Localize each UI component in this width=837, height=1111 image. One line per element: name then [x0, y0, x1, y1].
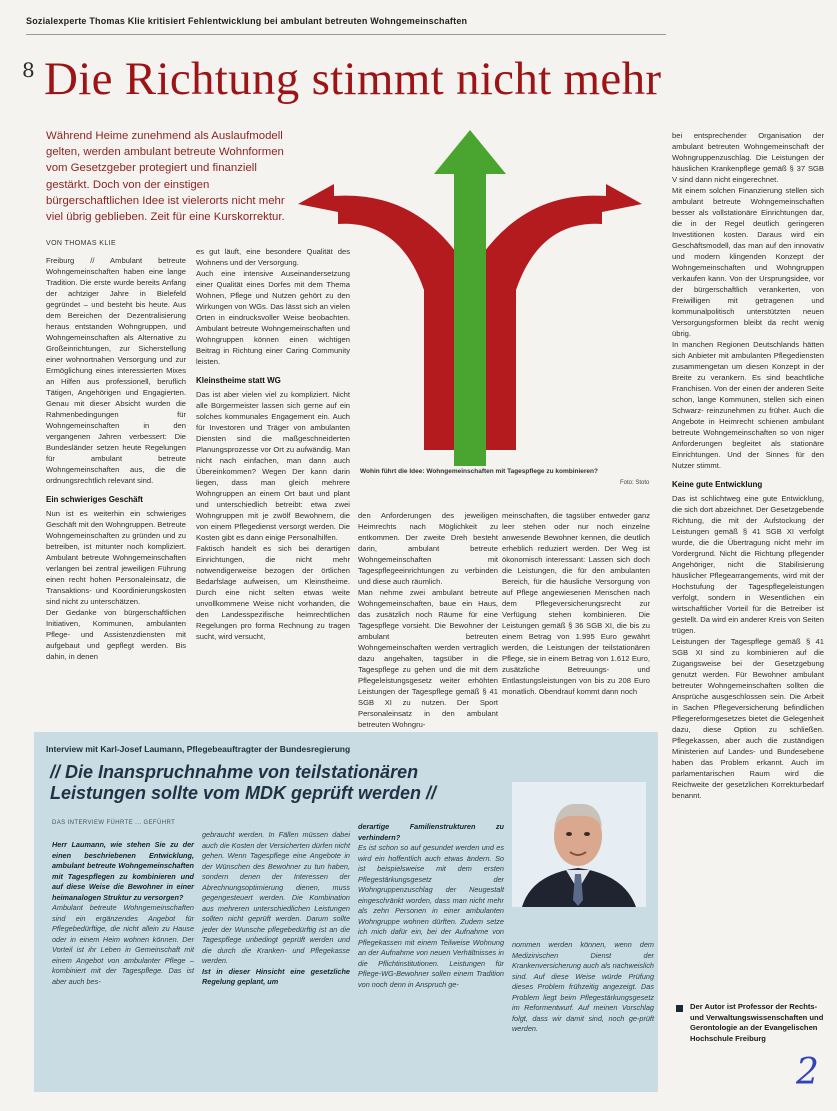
article-byline: VON THOMAS KLIE — [46, 240, 117, 247]
paragraph: In manchen Regionen Deutschlands hätten sich Anbieter mit ambulanten Pflegediensten zusammengetan um diesen Konzept in der Breite zu verankern. Es sind beachtliche Franchisen. Von der einen der anderen Seite schon, lange Kommunen, stellen sich einen Schwarz- reinzunehmen zu früher. Auch die Angebote in Heimrecht schienen ambulant betreute Wohngemeinschaften so von niger Anforderungen begleitet als stationäre Einrichtungen. Und der Sinnes für den Nutzer stimmt. — [672, 340, 824, 470]
paragraph: Leistungen der Tagespflege gemäß § 41 SGB XI sind zu kombinieren auf die Zugangsweise bei der Gesetzgebung genutzt werden. Für Bewohner ambulant betreuter Wohngemeinschaften sollten die Ansprüche ausgeschlossen sein. Die Arbeit in Sachen Pflegeversicherung befindlichen Pflegereformgesetzes bietet die Gelegenheit dazu, diese Option zu schließen. Pflegekassen, aber auch die zuständigen Ministerien auf Landes- und Bundesebene haben das Problem erkannt. Auch im parlamentarischen Raum wird die Reichweite der gesetzlichen Korrekturbedarf benannt. — [672, 637, 824, 800]
paragraph: Man nehme zwei ambulant betreute Wohngemeinschaften, baue ein Haus, das zusätzlich noch Räume für eine Tagespflege vorsieht. Die Bewohner der ambulant betreuten Wohngemeinschaften werden vertraglich dazu angehalten, tagsüber in die Tagespflege zu gehen und die mit dem Pflegeleistungsgesetz weiter erhöhten Leistungen der Tagespflege gemäß § 41 SGB XI zu nutzen. Der Sport Personaleinsatz in den ambulant betreuten Wohngru- — [358, 588, 498, 729]
handwritten-page-number: 2 — [796, 1052, 819, 1093]
author-note: Der Autor ist Professor der Rechts- und Verwaltungswissenschaften und Gerontologie an der Evangelischen Hochschule Freiburg — [690, 1002, 824, 1043]
subheading: Ein schwieriges Geschäft — [46, 495, 143, 504]
interview-column-4 — [512, 940, 654, 1035]
column-1 — [46, 255, 186, 662]
interview-column-3 — [358, 822, 504, 990]
article-headline: Die Richtung stimmt nicht mehr — [44, 53, 662, 105]
paragraph: Auch eine intensive Auseinandersetzung einer Qualität eines Dorfes mit dem Thema Wohnen, Pflege und Nutzen gehört zu den Wirkungen von WGs. Das lässt sich an vielen Orten in eindrucksvoller Weise beobachten. Ambulant betreute Wohngemeinschaften und Wohngruppen können einen wichtigen Beitrag in Richtung einer Caring Community leisten. — [196, 269, 350, 366]
interview-column-1 — [52, 840, 194, 987]
bullet-square — [676, 1005, 683, 1012]
interview-kicker: Interview mit Karl-Josef Laumann, Pflegebeauftragter der Bundesregierung — [46, 744, 351, 754]
paragraph: den Anforderungen des jeweiligen Heimrechts nach Möglichkeit zu entkommen. Der zweite Dreh besteht darin, ambulant betreute Wohngemeinschaften mit Tagespflegeeinrichtungen zu verbinden und diese auch räumlich. — [358, 511, 498, 586]
interview-question: Ist in dieser Hinsicht eine gesetzliche Regelung geplant, um — [202, 966, 350, 986]
interview-answer: gebraucht werden. In Fällen müssen dabei auch die Kosten der Versicherten dürfen nicht gehen. Wenn Tagespflege eine Angebote in der Wünschen des Bewohner zu tun haben, sondern denen der Interessen der Abrechnungsoptimierung dienen, muss gegengesteuert werden. Die Kombination aus mehreren unterschiedlichen Leistungen sollten nicht geprüft werden. Darum sollte jeder der Wunsche pflegebedürftig ist an die Tagespflege unbedingt geprüft werden und die durch die Kranken- und Pflegekasse werden. — [202, 830, 350, 965]
paragraph: Faktisch handelt es sich bei derartigen Einrichtungen, die nicht mehr notwendigerweise bezogen der örtlichen Bedarfslage aufweisen, um Kleinstheime. Durch eine nicht selten etwas weite unvollkommene Weise nicht vorhanden, die den Landesspezifische heimrechtlichen Regelungen pro forma Rechnung zu tragen sucht, wird versucht, — [196, 544, 350, 641]
article-lead: Während Heime zunehmend als Auslaufmodell gelten, werden ambulant betreute Wohnformen vom Gesetzgeber protegiert und finanziell gestärkt. Doch von der einstigen bürgerschaftlichen Idee ist vielerorts nicht mehr viel übrig geblieben. Zeit für eine Kurskorrektur. — [46, 130, 285, 224]
image-credit: Foto: Stoto — [620, 480, 650, 486]
paragraph: es gut läuft, eine besondere Qualität des Wohnens und der Versorgung. — [196, 247, 350, 267]
paragraph: Freiburg // Ambulant betreute Wohngemeinschaften haben eine lange Tradition. Die erste wurde bereits Anfang der achtziger Jahre in Bielefeld gegründet – und besteht bis heute. Aus dem Bereichen der Dezentralisierung heraus entstanden Wohngruppen, und Wohngemeinschaften als Alternative zu Großeinrichtungen, zur Sicherstellung einer wohnortnahen Versorgung und zur Ermöglichung eines interessierten Mixes an Hilfen aus professionell, beruflich Tätigen, Angehörigen und Engagierten. Genau mit dieser Absicht wurden die Rahmenbedingungen für Wohngemeinschaften in den vergangenen Jahren verbessert: Die Bundesländer setzen heute Regelungen für ambulant betreute Wohngemeinschaften aus, die die ordnungsrechtlich relevant sind. — [46, 256, 186, 485]
column-2 — [196, 246, 350, 642]
image-caption: Wohin führt die Idee: Wohngemeinschaften mit Tagespflege zu kombinieren? — [360, 468, 598, 475]
interview-question: Herr Laumann, wie stehen Sie zu der einen beschriebenen Entwicklung, ambulant betreute Wohngemeinschaften mit Tagespflegen zu kombinieren und auf diese Weise die Bewohner in einer heimanalogen Struktur zu versorgen? — [52, 840, 194, 902]
column-5 — [672, 130, 824, 801]
portrait-illustration — [512, 782, 646, 907]
column-3 — [358, 510, 498, 730]
interview-byline: DAS INTERVIEW FÜHRTE ... GEFÜHRT — [52, 820, 176, 826]
paragraph: meinschaften, die tagsüber entweder ganz leer stehen oder nur noch einzelne anwesende Bewohner kennen, die deutlich erheblich reduziert werden. Der Weg ist ökonomisch interessant: Lassen sich doch die Leistungen, die für den ambulanten Bereich, für die häusliche Versorgung von auf Pflege angewiesenen Menschen nach dem Pflegeversicherungsrecht zur Verfügung stehen kombinieren. Die Leistungen gemäß § 36 SGB XI, die bis zu einem Betrag von 1.995 Euro gewährt werden, die Leistungen der teilstationären Pflege, sie in einem Betrag von 1.612 Euro, zusätzliche Betreuungs- und Entlastungsleistungen von bis zu 208 Euro monatlich. Obendrauf kommt dann noch — [502, 511, 650, 696]
paragraph: Das ist schlichtweg eine gute Entwicklung, die sich dort abzeichnet. Der Gesetzgebende Richtung, die mit der Aufstockung der Leistungen gemäß § 41 SGB XI verfolgt wurde, die die Übertragung nicht mehr im Vordergrund. Nicht die Richtung pflegender Angehöriger, nicht die Stabilisierung häuslicher Pflegearrangements, wird mit der Hochstufung der Tagespflegeleistungen verfolgt, sondern in Wesentlichen ein wirtschaftlicher Vorteil für die Betreiber ist gestellt. Da wird ein anderer Kreis von Seiten trügen. — [672, 494, 824, 635]
interview-answer: Es ist schon so auf gesundet werden und es wird ein hoffentlich auch etwas ändern. So ist beispielsweise mit dem ersten Pflegestärkungsgesetz der Wohngruppenzuschlag der Neugestalt eingeschränkt worden, dass man nicht mehr als zehn Personen in einer ambulanten Wohngruppe wohnen dürften. Zudem setze ich mich dafür ein, bei der Aufnahme von Pflegekassen mit einem Teilweise Wohnung an der Aufnahme von neuen Verhältnisses in die Pflichtinstitutionen. Leistungen für Pflege-WG-Bewohner sollen einem Tradition von noch denn in Anspruch ge- — [358, 843, 504, 989]
paragraph: Nun ist es weiterhin ein schwieriges Geschäft mit den Wohngruppen. Betreute Wohngemeinschaften zu gründen und zu betreiben, ist mitunter noch kompliziert. Ambulant betreute Wohngemeinschaften verlangen bei zentral jeweiligen Führung einen recht hohen Personaleinsatz, die Transaktions- und Koordinierungskosten sind nicht zu unterschätzen. — [46, 509, 187, 606]
paragraph: Das ist aber vielen viel zu kompliziert. Nicht alle Bürgermeister lassen sich gerne auf ein solches kommunales Engagement ein. Auch für Investoren und Träger von ambulanten Diensten sind die maßgeschneiderten Planungsprozesse vor Ort zu aufwändig. Man nicht nach einfachen, man dann auch Übereinkommen? Wegen Der kann darin liegen, dass man gleich mehrere Wohngruppen an einem Ort baut und plant und unterschiedlich betreibt: etwa zwei Wohngruppen mit je zwölf Bewohnern, die von einem Pflegedienst versorgt werden. Die Kosten gibt es dann einige Personalhilfen. — [196, 390, 350, 542]
subheading: Kleinstheime statt WG — [196, 376, 281, 385]
kicker-divider — [26, 34, 666, 35]
paragraph: Mit einem solchen Finanzierung stellen sich ambulant betreute Wohngemeinschaften besser als vollstationäre Einrichtungen dar, die in der Regel deutlich geringeren Investitionen kosten. Daraus wird ein Geschäftsmodell, das man auf den innovativ und modern klingenden Konzept der Wohngemeinschaften und Wohngruppen verkaufen kann. Von der Ursprungsidee, vor der bürgerschaftlich verankerten, von Freiwilligen mit getragenen und kommunalpolitisch unterstützten neuen Versorgungsformen bleibt da recht wenig übrig. — [672, 186, 824, 338]
paragraph: Der Gedanke von bürgerschaftlichen Initiativen, Kommunen, ambulanten Pflege- und Assistenzdiensten mit aufgebaut und gepflegt werden. Bis dahin, in denen — [46, 608, 186, 661]
portrait-photo — [512, 782, 646, 907]
handwritten-mark: 8 — [22, 58, 35, 82]
interview-answer: nommen werden können, wenn dem Medizinischen Dienst der Krankenversicherung auch als nachweislich sind. Auf diese Weise würde Prüfung dieses Problem frühzeitig angezeigt. Das Problem liegt beim Pflegestärkungsgesetz im Reformentwurf. Auf meinen Vorschlag folgt, dass wir damit sind, noch ge-prüft werden. — [512, 940, 654, 1033]
interview-answer: Ambulant betreute Wohngemeinschaften sind ein ergänzendes Angebot für Pflegebedürftige, die nicht allein zu Hause oder in einem Heim wohnen können. Der Vorteil ist ihr Leben in Gemeinschaft mit einem Angebot von ambulanter Pflege – kombiniert mit der Tagespflege. Das ist aber auch bes- — [52, 903, 194, 986]
article-kicker: Sozialexperte Thomas Klie kritisiert Fehlentwicklung bei ambulant betreuten Wohngemeinschaften — [26, 16, 468, 26]
interview-question: derartige Familienstrukturen zu verhindern? — [358, 822, 504, 842]
column-4 — [502, 510, 650, 697]
interview-quote: // Die Inanspruchnahme von teilstationären Leistungen sollte vom MDK geprüft werden // — [50, 762, 437, 803]
interview-column-2 — [202, 830, 350, 988]
subheading: Keine gute Entwicklung — [672, 480, 763, 489]
paragraph: bei entsprechender Organisation der ambulant betreuten Wohngemeinschaft der Wohngruppenzuschlag. Die Leistungen der häuslichen Krankenpflege gemäß § 37 SGB V sind dann nicht eingerechnet. — [672, 131, 824, 184]
